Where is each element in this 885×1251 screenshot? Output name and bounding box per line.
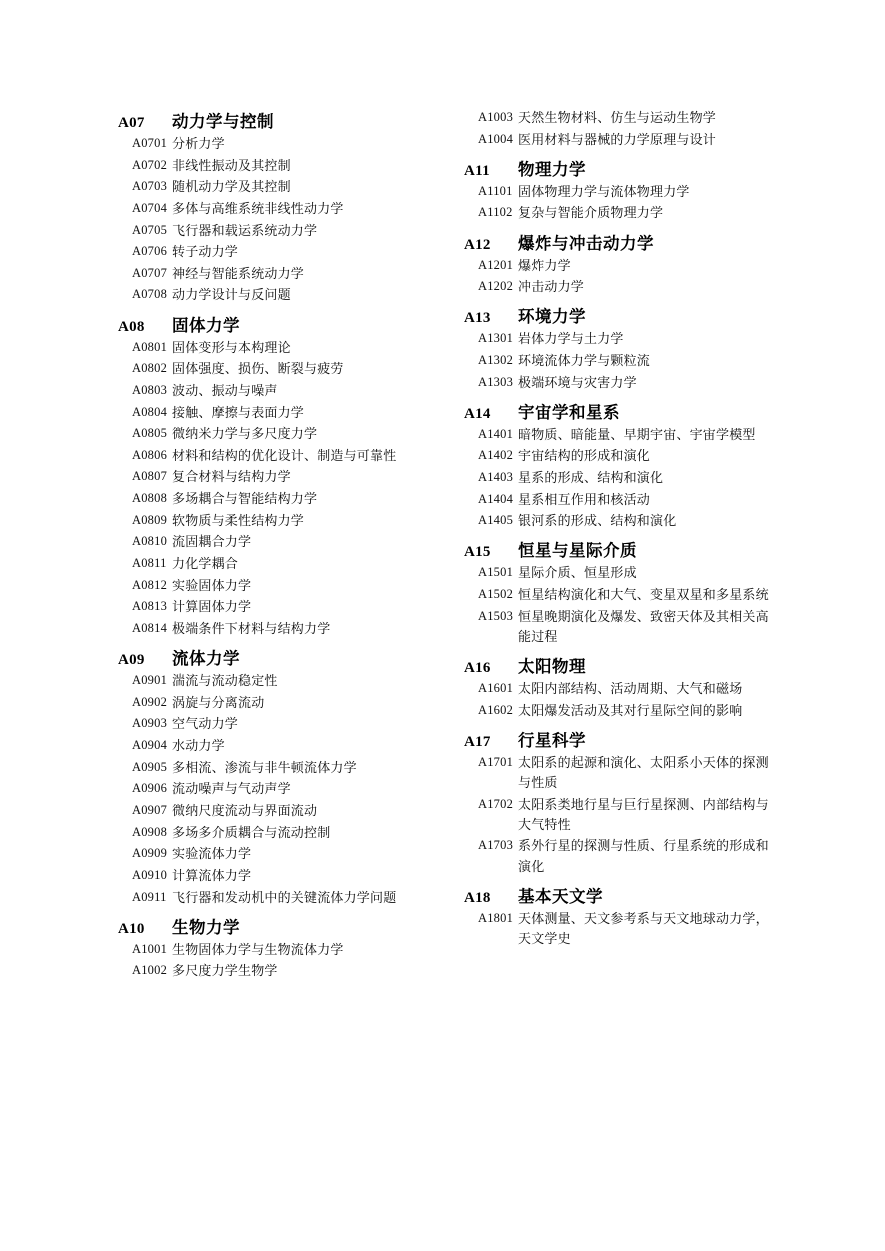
category-group (464, 537, 778, 647)
category-title: 动力学与控制 (172, 113, 274, 131)
category-header (118, 312, 432, 336)
list-item (464, 679, 778, 699)
item-code: A0704 (132, 200, 168, 215)
item-label: 复杂与智能介质物理力学 (518, 205, 664, 221)
item-label: 计算固体力学 (172, 599, 252, 615)
page-content (118, 108, 778, 1118)
category-header (464, 399, 778, 423)
item-code: A1401 (478, 426, 514, 441)
category-group (464, 303, 778, 392)
item-code: A1101 (478, 183, 513, 198)
list-item (464, 277, 778, 297)
item-label: 医用材料与器械的力学原理与设计 (518, 131, 717, 147)
item-code: A1701 (478, 754, 514, 769)
category-header (464, 883, 778, 907)
item-label: 飞行器和发动机中的关键流体力学问题 (172, 889, 397, 905)
category-header (464, 230, 778, 254)
item-label: 爆炸力学 (518, 257, 571, 273)
category-code: A15 (464, 544, 491, 561)
list-item (118, 671, 432, 691)
item-code: A0911 (132, 889, 167, 904)
list-item (118, 134, 432, 154)
subcategory-list (464, 182, 778, 224)
item-label: 非线性振动及其控制 (172, 157, 291, 173)
item-label: 多体与高维系统非线性动力学 (172, 200, 344, 216)
item-code: A0708 (132, 287, 168, 302)
item-code: A1404 (478, 491, 514, 506)
list-item (118, 264, 432, 284)
list-item (118, 779, 432, 799)
item-label: 材料和结构的优化设计、制造与可靠性 (172, 447, 397, 463)
item-code: A0805 (132, 426, 168, 441)
list-item (118, 467, 432, 487)
list-item (464, 182, 778, 202)
list-item (118, 801, 432, 821)
item-code: A0908 (132, 824, 168, 839)
category-code: A16 (464, 660, 491, 677)
item-label: 生物固体力学与生物流体力学 (172, 941, 344, 957)
subcategory-list (464, 679, 778, 721)
item-code: A0801 (132, 339, 168, 354)
list-item (464, 130, 778, 150)
list-item (118, 199, 432, 219)
item-label: 流动噪声与气动声学 (172, 781, 291, 797)
item-label: 太阳爆发活动及其对行星际空间的影响 (518, 702, 743, 718)
list-item (118, 576, 432, 596)
category-title: 固体力学 (172, 316, 240, 335)
list-item (464, 836, 778, 876)
subcategory-list (118, 338, 432, 639)
category-group (464, 156, 778, 224)
list-item (118, 532, 432, 552)
list-item (464, 256, 778, 276)
list-item (464, 753, 778, 793)
item-label: 涡旋与分离流动 (172, 694, 265, 710)
list-item (118, 489, 432, 509)
subcategory-list (464, 256, 778, 298)
category-title: 恒星与星际介质 (518, 542, 637, 561)
subcategory-list (464, 425, 778, 532)
category-header (118, 914, 432, 938)
item-label: 岩体力学与土力学 (518, 331, 624, 347)
list-item (118, 736, 432, 756)
list-item (464, 446, 778, 466)
item-label: 力化学耦合 (172, 556, 239, 572)
item-label: 复合材料与结构力学 (172, 469, 291, 485)
category-title: 太阳物理 (518, 658, 586, 677)
list-item (464, 468, 778, 488)
category-group (464, 653, 778, 721)
item-label: 多相流、渗流与非牛顿流体力学 (172, 759, 357, 775)
list-item (118, 619, 432, 639)
list-item (118, 177, 432, 197)
list-item (464, 585, 778, 605)
list-item (118, 446, 432, 466)
item-label: 星际介质、恒星形成 (518, 565, 637, 581)
item-code: A0906 (132, 781, 168, 796)
category-title: 流体力学 (172, 650, 240, 669)
item-code: A1405 (478, 513, 514, 528)
item-label: 太阳系的起源和演化、太阳系小天体的探测与性质 (518, 754, 769, 790)
list-item (464, 701, 778, 721)
item-code: A1402 (478, 448, 514, 463)
list-item (118, 844, 432, 864)
item-label: 星系的形成、结构和演化 (518, 470, 664, 486)
item-code: A0807 (132, 469, 168, 484)
item-code: A1102 (478, 205, 513, 220)
list-item (118, 156, 432, 176)
list-item (118, 693, 432, 713)
item-code: A0703 (132, 179, 168, 194)
item-code: A0909 (132, 846, 168, 861)
item-label: 实验固体力学 (172, 577, 252, 593)
item-label: 空气动力学 (172, 716, 239, 732)
list-item (464, 351, 778, 371)
item-label: 飞行器和载运系统动力学 (172, 222, 318, 238)
item-label: 极端条件下材料与结构力学 (172, 620, 331, 636)
item-code: A0814 (132, 620, 168, 635)
list-item (118, 940, 432, 960)
category-group (118, 312, 432, 639)
subcategory-list (464, 329, 778, 392)
list-item (118, 242, 432, 262)
category-group-continued (464, 108, 778, 150)
list-item (464, 490, 778, 510)
item-label: 实验流体力学 (172, 846, 252, 862)
category-code: A14 (464, 405, 491, 422)
column-right (464, 108, 778, 955)
subcategory-list (118, 134, 432, 306)
item-label: 银河系的形成、结构和演化 (518, 513, 677, 529)
item-code: A1302 (478, 352, 514, 367)
item-label: 固体强度、损伤、断裂与疲劳 (172, 361, 344, 377)
item-code: A0904 (132, 738, 168, 753)
item-label: 多尺度力学生物学 (172, 963, 278, 979)
list-item (464, 373, 778, 393)
category-title: 爆炸与冲击动力学 (518, 234, 654, 253)
item-code: A0701 (132, 136, 168, 150)
category-code: A11 (464, 162, 490, 179)
category-title: 行星科学 (518, 731, 586, 750)
category-header (118, 645, 432, 669)
subcategory-list (118, 671, 432, 908)
list-item (464, 795, 778, 835)
list-item (464, 329, 778, 349)
item-label: 计算流体力学 (172, 867, 252, 883)
item-code: A0902 (132, 694, 168, 709)
item-code: A1702 (478, 796, 514, 811)
item-code: A0905 (132, 759, 168, 774)
item-label: 天然生物材料、仿生与运动生物学 (518, 110, 717, 125)
category-title: 生物力学 (172, 918, 240, 937)
list-item (118, 758, 432, 778)
item-label: 微纳尺度流动与界面流动 (172, 802, 318, 818)
item-label: 波动、振动与噪声 (172, 382, 278, 398)
item-label: 太阳系类地行星与巨行星探测、内部结构与大气特性 (518, 796, 769, 832)
item-code: A0810 (132, 534, 168, 549)
category-code: A18 (464, 889, 491, 906)
item-code: A0903 (132, 716, 168, 731)
list-item (118, 961, 432, 981)
list-item (118, 866, 432, 886)
list-item (464, 108, 778, 128)
item-code: A0907 (132, 802, 168, 817)
item-label: 随机动力学及其控制 (172, 179, 291, 195)
list-item (464, 909, 778, 949)
item-code: A1201 (478, 257, 514, 272)
list-item (118, 554, 432, 574)
category-header (464, 156, 778, 180)
item-code: A1003 (478, 110, 514, 124)
category-title: 基本天文学 (518, 887, 603, 906)
item-code: A0806 (132, 447, 168, 462)
item-code: A0809 (132, 512, 168, 527)
item-label: 多场耦合与智能结构力学 (172, 491, 318, 507)
list-item (118, 511, 432, 531)
item-label: 湍流与流动稳定性 (172, 673, 278, 689)
item-code: A1403 (478, 470, 514, 485)
item-code: A0702 (132, 157, 168, 172)
category-code: A12 (464, 236, 491, 253)
category-group (118, 914, 432, 982)
item-code: A1301 (478, 331, 514, 346)
category-header (464, 303, 778, 327)
item-label: 动力学设计与反问题 (172, 287, 291, 303)
list-item (118, 221, 432, 241)
list-item (118, 823, 432, 843)
item-label: 恒星结构演化和大气、变星双星和多星系统 (518, 587, 769, 603)
item-code: A0804 (132, 404, 168, 419)
item-code: A0811 (132, 556, 167, 571)
category-code: A17 (464, 733, 491, 750)
list-item (464, 607, 778, 647)
item-label: 宇宙结构的形成和演化 (518, 448, 651, 464)
item-code: A0910 (132, 867, 168, 882)
item-code: A0706 (132, 244, 168, 259)
item-label: 软物质与柔性结构力学 (172, 512, 305, 528)
item-label: 神经与智能系统动力学 (172, 265, 305, 281)
category-header (118, 108, 432, 132)
category-group (464, 399, 778, 532)
item-label: 系外行星的探测与性质、行星系统的形成和演化 (518, 838, 769, 874)
item-code: A1801 (478, 910, 514, 925)
item-code: A1602 (478, 702, 514, 717)
subcategory-list (464, 753, 778, 877)
list-item (464, 425, 778, 445)
item-label: 固体物理力学与流体物理力学 (518, 183, 690, 199)
item-label: 多场多介质耦合与流动控制 (172, 824, 331, 840)
category-code: A13 (464, 310, 491, 327)
list-item (118, 597, 432, 617)
item-label: 环境流体力学与颗粒流 (518, 352, 651, 368)
category-title: 环境力学 (518, 308, 586, 327)
item-label: 暗物质、暗能量、早期宇宙、宇宙学模型 (518, 426, 756, 442)
category-group (464, 727, 778, 877)
item-label: 转子动力学 (172, 244, 239, 260)
item-label: 固体变形与本构理论 (172, 339, 291, 355)
list-item (118, 285, 432, 305)
list-item (118, 403, 432, 423)
two-column-layout (118, 108, 778, 987)
item-code: A0813 (132, 599, 168, 614)
item-label: 天体测量、天文参考系与天文地球动力学，天文学史 (518, 910, 769, 946)
item-code: A1002 (132, 963, 168, 978)
item-label: 水动力学 (172, 738, 225, 754)
list-item (464, 203, 778, 223)
item-code: A0705 (132, 222, 168, 237)
category-code: A07 (118, 115, 145, 131)
category-code: A10 (118, 920, 145, 937)
item-code: A1703 (478, 838, 514, 853)
item-code: A1303 (478, 374, 514, 389)
list-item (464, 563, 778, 583)
item-label: 太阳内部结构、活动周期、大气和磁场 (518, 681, 743, 697)
category-group (464, 230, 778, 298)
item-code: A1004 (478, 131, 514, 146)
item-code: A0901 (132, 673, 168, 688)
category-group (464, 883, 778, 949)
category-header (464, 727, 778, 751)
category-code: A09 (118, 652, 145, 669)
item-label: 接触、摩擦与表面力学 (172, 404, 305, 420)
list-item (118, 381, 432, 401)
list-item (118, 888, 432, 908)
item-label: 微纳米力学与多尺度力学 (172, 426, 318, 442)
item-code: A0812 (132, 577, 168, 592)
subcategory-list (464, 909, 778, 949)
item-code: A1502 (478, 587, 514, 602)
item-code: A0803 (132, 382, 168, 397)
list-item (118, 424, 432, 444)
list-item (118, 338, 432, 358)
category-title: 物理力学 (518, 160, 586, 179)
category-header (464, 653, 778, 677)
item-code: A1503 (478, 608, 514, 623)
item-label: 恒星晚期演化及爆发、致密天体及其相关高能过程 (518, 608, 769, 644)
item-code: A0808 (132, 491, 168, 506)
item-label: 极端环境与灾害力学 (518, 374, 637, 390)
column-left (118, 108, 432, 987)
item-label: 流固耦合力学 (172, 534, 252, 550)
item-code: A0802 (132, 361, 168, 376)
subcategory-list (464, 563, 778, 647)
item-code: A1501 (478, 565, 514, 580)
list-item (118, 359, 432, 379)
item-code: A0707 (132, 265, 168, 280)
category-group (118, 645, 432, 908)
item-code: A1001 (132, 941, 168, 956)
category-code: A08 (118, 318, 145, 335)
list-item (464, 511, 778, 531)
category-group (118, 108, 432, 306)
subcategory-list (118, 940, 432, 982)
list-item (118, 714, 432, 734)
item-code: A1601 (478, 681, 514, 696)
item-code: A1202 (478, 279, 514, 294)
category-title: 宇宙学和星系 (518, 403, 620, 422)
item-label: 星系相互作用和核活动 (518, 491, 651, 507)
item-label: 分析力学 (172, 136, 225, 151)
subcategory-list (464, 108, 778, 150)
category-header (464, 537, 778, 561)
item-label: 冲击动力学 (518, 279, 585, 295)
